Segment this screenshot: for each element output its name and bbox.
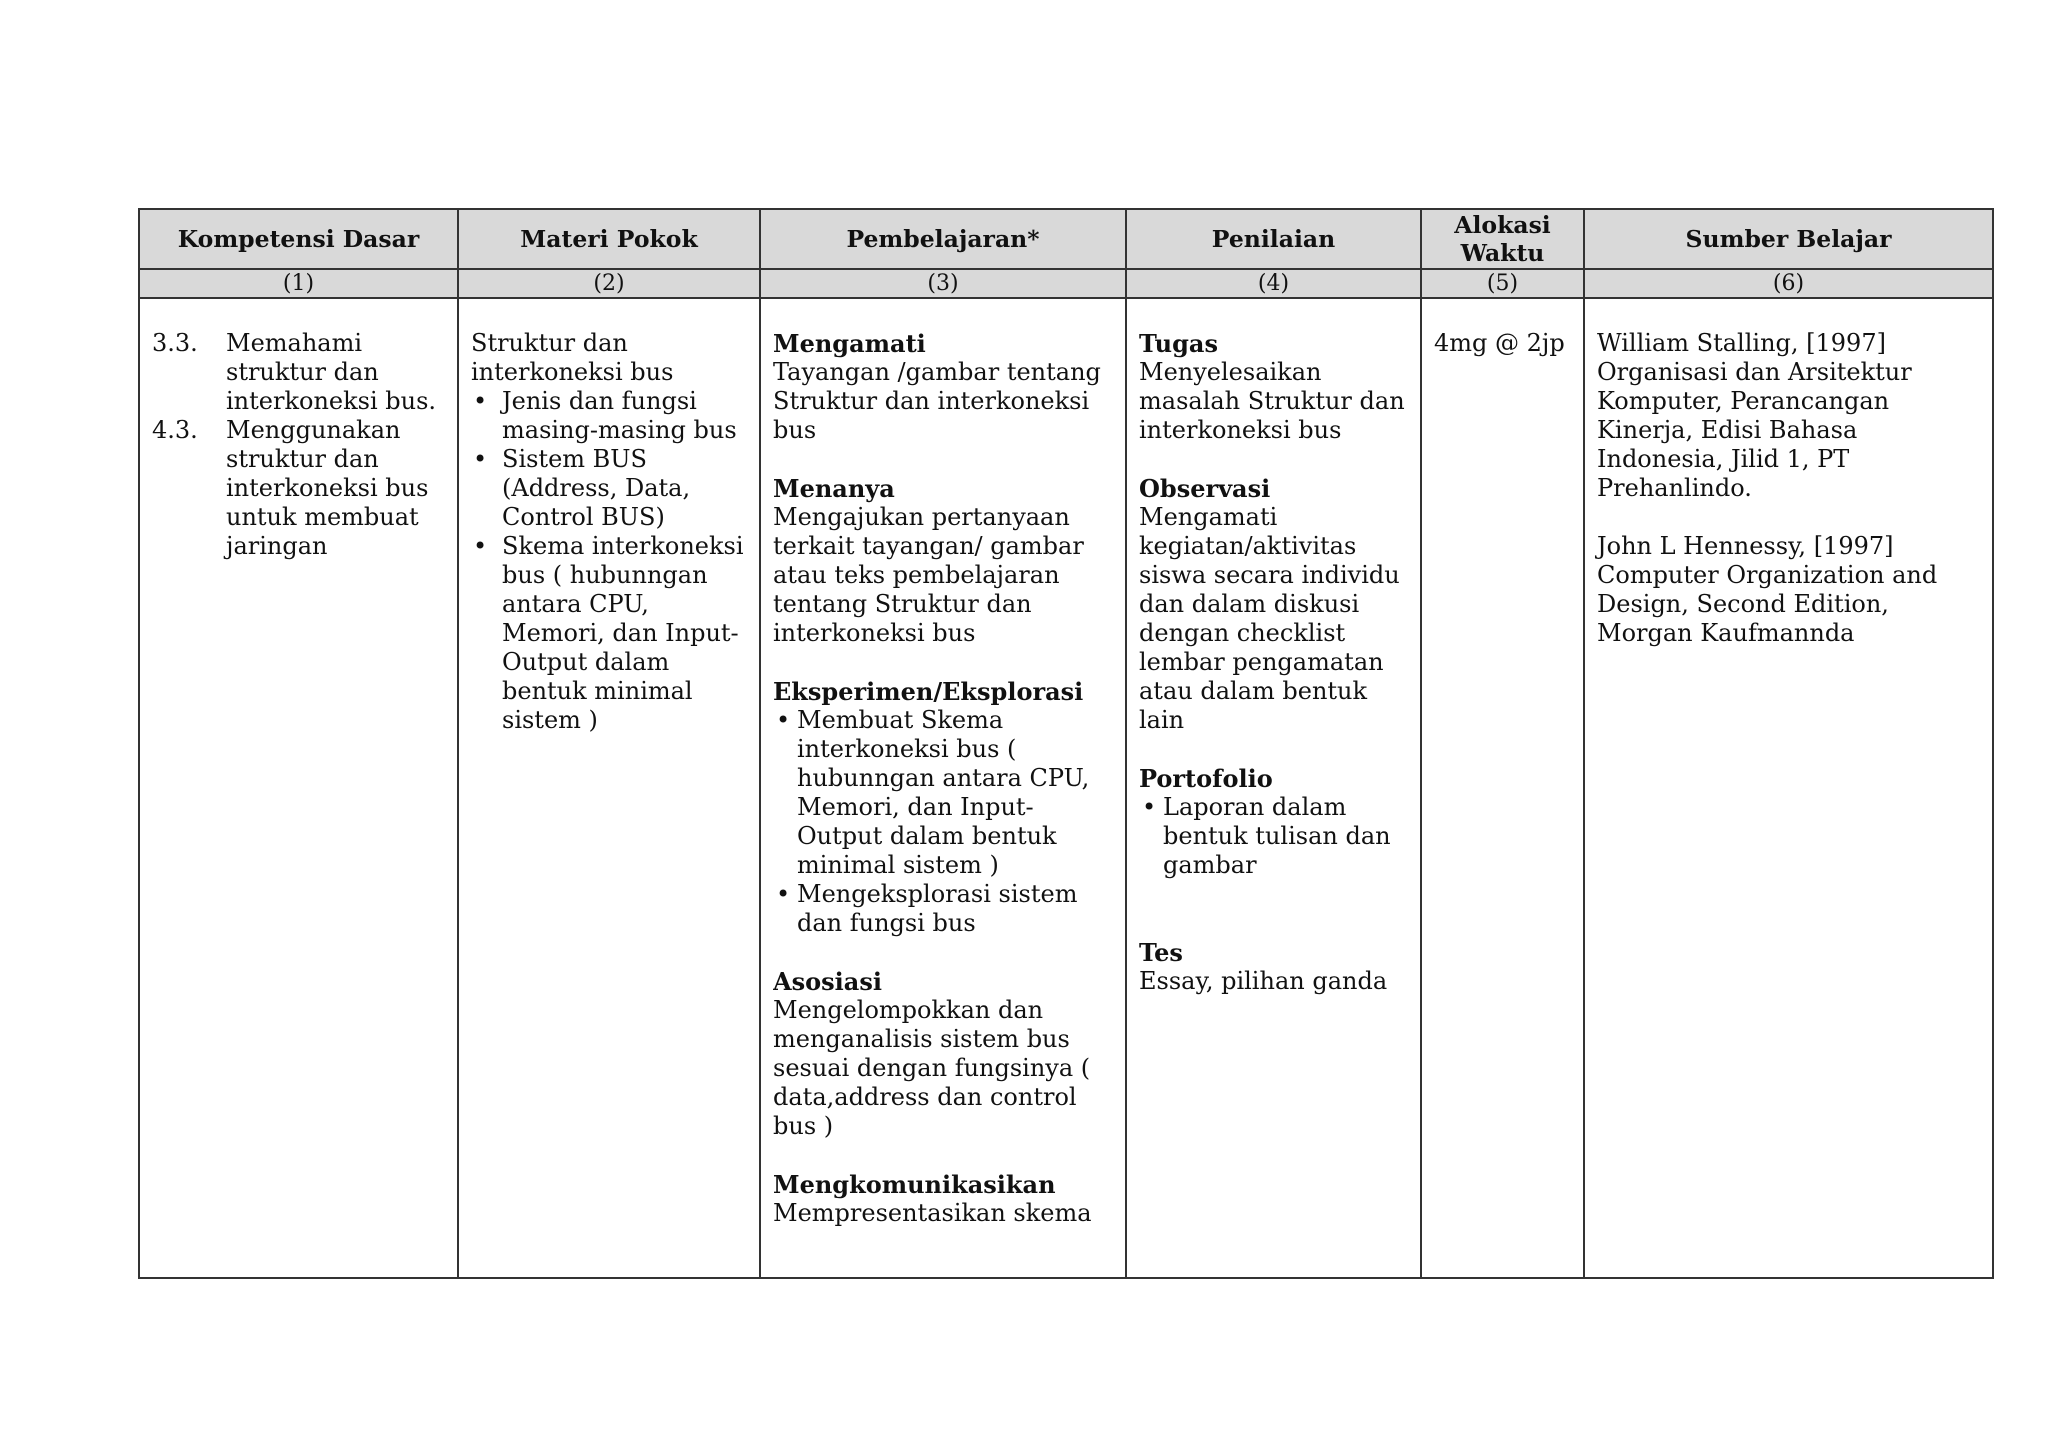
sumber-reference: John L Hennessy, [1997] Computer Organization and Design, Second Edition, Morgan Kaufmannda [1597, 532, 1938, 647]
observasi-text: Mengamati kegiatan/aktivitas siswa secara individu dan dalam diskusi dengan checklist lembar pengamatan atau dalam bentuk lain [1139, 503, 1400, 734]
column-number-row [139, 269, 1993, 298]
portofolio-title: Portofolio [1139, 764, 1273, 793]
mengamati-text: Tayangan /gambar tentang Struktur dan interkoneksi bus [773, 358, 1101, 444]
portofolio-list-item: • Laporan dalam bentuk tulisan dan gambar [1139, 793, 1408, 880]
header-alokasi-waktu: Alokasi Waktu [1421, 209, 1584, 269]
syllabus-table [138, 208, 1994, 1279]
header-row [139, 209, 1993, 269]
portofolio-list [1139, 793, 1408, 880]
materi-list [471, 387, 747, 735]
header-sumber-belajar: Sumber Belajar [1584, 209, 1993, 269]
tugas-text: Menyelesaikan masalah Struktur dan interkoneksi bus [1139, 358, 1405, 444]
kompetensi-number: 4.3. [152, 416, 198, 444]
materi-intro: Struktur dan interkoneksi bus [471, 329, 674, 386]
materi-pokok-cell [458, 298, 760, 1278]
materi-list-item: • Sistem BUS (Address, Data, Control BUS) [471, 445, 747, 532]
eksperimen-list-item: • Membuat Skema interkoneksi bus ( hubunngan antara CPU, Memori, dan Input-Output dalam bentuk minimal sistem ) [773, 706, 1113, 880]
menanya-text: Mengajukan pertanyaan terkait tayangan/ gambar atau teks pembelajaran tentang Struktur dan interkoneksi bus [773, 503, 1084, 647]
alokasi-waktu-text: 4mg @ 2jp [1434, 329, 1565, 357]
mengkomunikasikan-text: Mempresentasikan skema [773, 1199, 1092, 1227]
penilaian-cell [1126, 298, 1421, 1278]
kompetensi-dasar-cell [139, 298, 458, 1278]
materi-list-item: • Jenis dan fungsi masing-masing bus [471, 387, 747, 445]
kompetensi-text: Memahami struktur dan interkoneksi bus. [226, 329, 437, 415]
eksperimen-title: Eksperimen/Eksplorasi [773, 677, 1084, 706]
menanya-title: Menanya [773, 474, 895, 503]
kompetensi-item [152, 329, 445, 416]
column-number-5: (5) [1421, 269, 1584, 298]
pembelajaran-cell [760, 298, 1126, 1278]
header-kompetensi-dasar: Kompetensi Dasar [139, 209, 458, 269]
kompetensi-number: 3.3. [152, 329, 198, 357]
header-penilaian: Penilaian [1126, 209, 1421, 269]
tugas-title: Tugas [1139, 329, 1218, 358]
pembelajaran-content [773, 329, 1113, 1247]
kompetensi-item [152, 416, 445, 561]
mengamati-title: Mengamati [773, 329, 926, 358]
mengkomunikasikan-title: Mengkomunikasikan [773, 1170, 1056, 1199]
tes-title: Tes [1139, 938, 1183, 967]
kompetensi-text: Menggunakan struktur dan interkoneksi bus untuk membuat jaringan [226, 416, 429, 560]
header-materi-pokok: Materi Pokok [458, 209, 760, 269]
eksperimen-list [773, 706, 1113, 938]
column-number-2: (2) [458, 269, 760, 298]
sumber-belajar-cell [1584, 298, 1993, 1278]
content-row [139, 298, 1993, 1278]
header-pembelajaran: Pembelajaran* [760, 209, 1126, 269]
asosiasi-text: Mengelompokkan dan menganalisis sistem bus sesuai dengan fungsinya ( data,address dan control bus ) [773, 996, 1091, 1140]
alokasi-waktu-cell [1421, 298, 1584, 1278]
column-number-6: (6) [1584, 269, 1993, 298]
tes-text: Essay, pilihan ganda [1139, 967, 1388, 995]
materi-list-item: • Skema interkoneksi bus ( hubunngan antara CPU, Memori, dan Input-Output dalam bentuk minimal sistem ) [471, 532, 747, 735]
sumber-reference: William Stalling, [1997] Organisasi dan Arsitektur Komputer, Perancangan Kinerja, Edisi Bahasa Indonesia, Jilid 1, PT Prehanlindo. [1597, 329, 1912, 502]
column-number-3: (3) [760, 269, 1126, 298]
column-number-1: (1) [139, 269, 458, 298]
column-number-4: (4) [1126, 269, 1421, 298]
eksperimen-list-item: • Mengeksplorasi sistem dan fungsi bus [773, 880, 1113, 938]
observasi-title: Observasi [1139, 474, 1271, 503]
asosiasi-title: Asosiasi [773, 967, 882, 996]
